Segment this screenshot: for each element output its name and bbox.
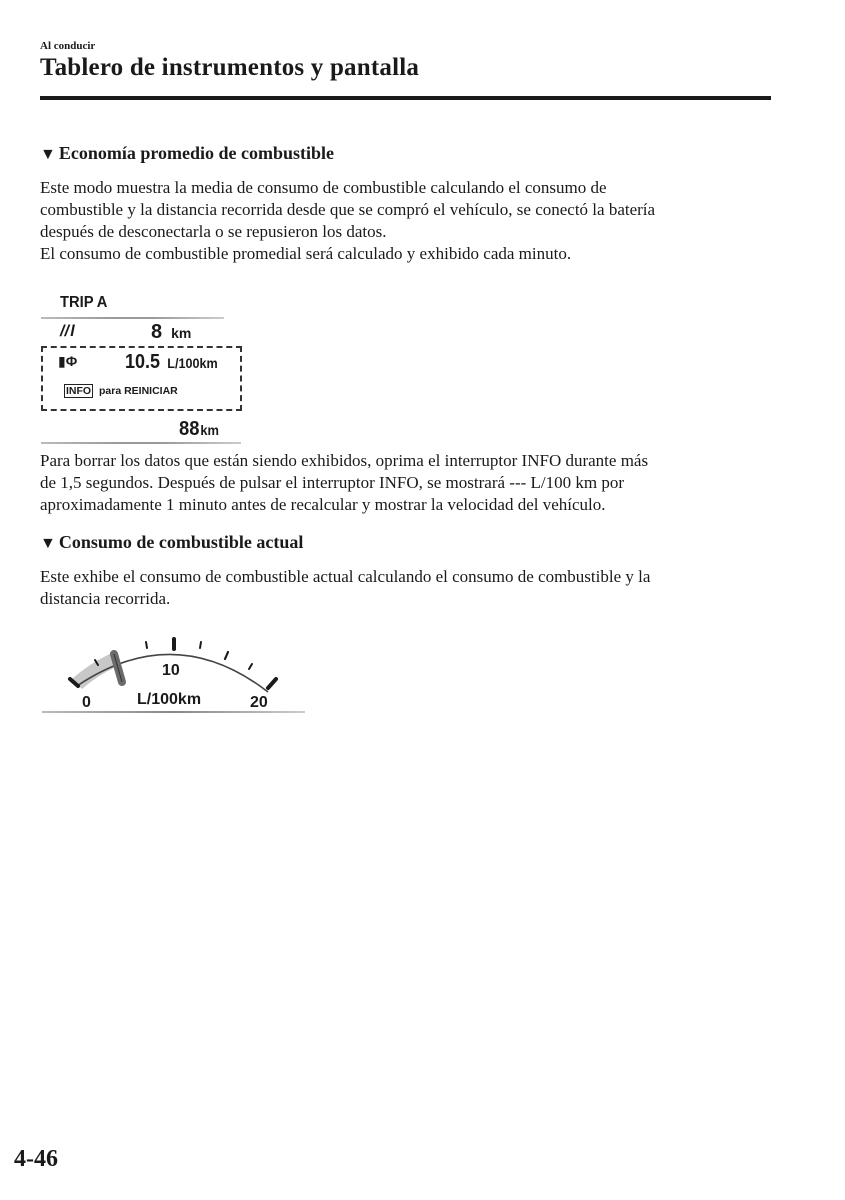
reset-text: para REINICIAR <box>99 385 178 397</box>
range-value: 8 <box>151 321 163 343</box>
gauge-base-rule <box>42 711 305 713</box>
triangle-down-icon: ▼ <box>40 146 56 163</box>
range-row <box>151 321 191 344</box>
paragraph-line: combustible y la distancia recorrida desde que se compró el vehículo, se conectó la batería <box>40 200 656 219</box>
paragraph-line: después de desconectarla o se repusieron los datos. <box>40 222 387 241</box>
section-heading-text: Economía promedio de combustible <box>58 143 335 163</box>
distance-to-empty-icon: // l <box>60 323 75 340</box>
breadcrumb: Al conducir <box>40 40 96 52</box>
paragraph-reset-info <box>40 450 780 516</box>
average-row <box>125 351 218 374</box>
page-number: 4-46 <box>14 1146 58 1172</box>
gauge-tick <box>146 642 147 648</box>
gauge-max-label: 20 <box>250 694 268 711</box>
trip-title-rule <box>41 317 224 319</box>
odometer-value: 88 <box>179 418 200 440</box>
gauge-tick <box>268 679 276 688</box>
page-title: Tablero de instrumentos y pantalla <box>40 54 420 81</box>
fuel-consumption-gauge <box>0 630 845 720</box>
triangle-down-icon: ▼ <box>40 535 56 552</box>
gauge-min-label: 0 <box>82 694 91 711</box>
average-value: 10.5 <box>125 351 161 373</box>
range-unit: km <box>171 325 192 341</box>
paragraph-current-consumption <box>40 566 780 610</box>
gauge-tick <box>200 642 201 648</box>
section-heading-text: Consumo de combustible actual <box>58 532 304 552</box>
paragraph-line: de 1,5 segundos. Después de pulsar el interruptor INFO, se mostrará --- L/100 km por <box>40 473 625 492</box>
gauge-mid-label: 10 <box>162 662 180 679</box>
paragraph-line: aproximadamente 1 minuto antes de recalcular y mostrar la velocidad del vehículo. <box>40 495 606 514</box>
paragraph-line: distancia recorrida. <box>40 589 171 608</box>
gauge-fill <box>72 653 116 689</box>
average-unit: L/100km <box>167 355 218 371</box>
gauge-tick <box>249 664 252 669</box>
paragraph-line: Este modo muestra la media de consumo de combustible calculando el consumo de <box>40 178 607 197</box>
odometer-row <box>179 418 219 441</box>
odometer-unit: km <box>200 422 220 438</box>
section-heading-current-consumption <box>40 532 303 553</box>
gauge-tick <box>225 652 228 659</box>
paragraph-line: Para borrar los datos que están siendo exhibidos, oprima el interruptor INFO durante más <box>40 451 649 470</box>
paragraph-average-economy <box>40 177 780 265</box>
gauge-unit-label: L/100km <box>137 691 202 708</box>
fuel-pump-icon: ▮Φ <box>58 353 78 369</box>
trip-title: TRIP A <box>60 294 108 311</box>
paragraph-line: Este exhibe el consumo de combustible actual calculando el consumo de combustible y la <box>40 567 651 586</box>
info-badge: INFO <box>66 385 92 397</box>
paragraph-line: El consumo de combustible promedial será calculado y exhibido cada minuto. <box>40 244 572 263</box>
odometer-rule <box>41 442 241 444</box>
section-heading-average-economy <box>40 143 334 164</box>
title-rule <box>40 96 771 100</box>
